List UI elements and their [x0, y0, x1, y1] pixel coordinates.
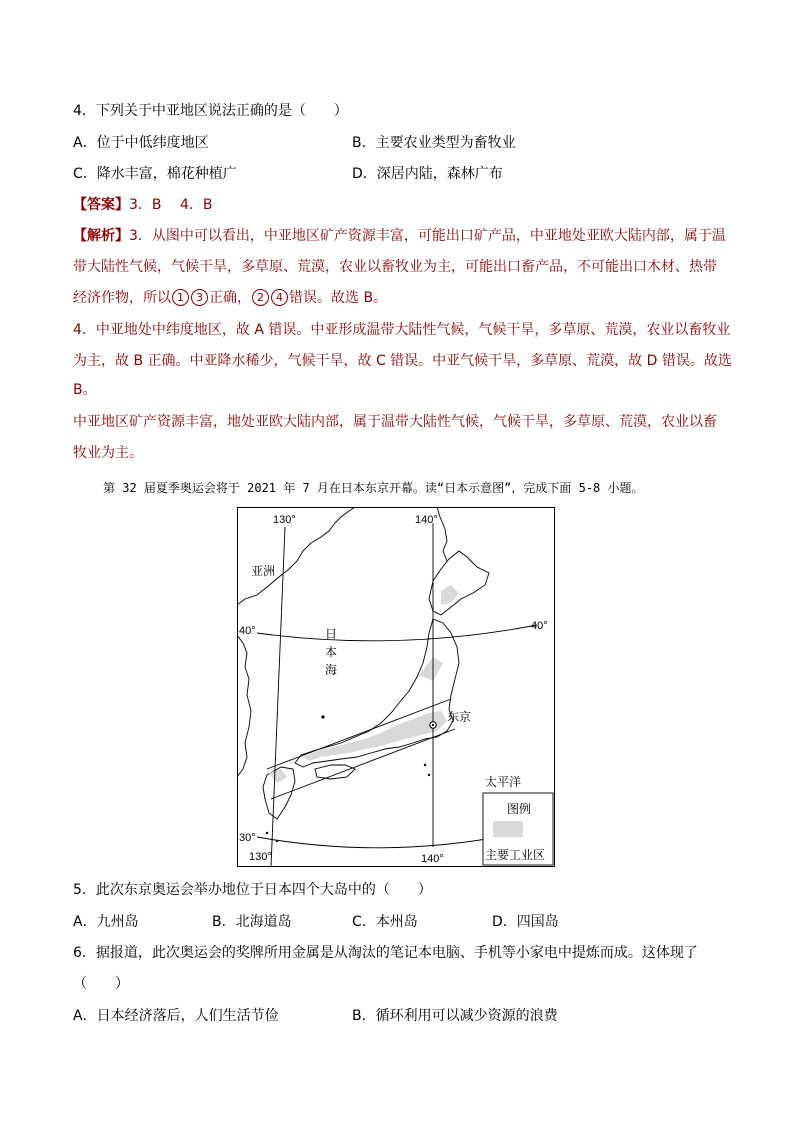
circled-1: 1	[172, 289, 189, 306]
q6-stem: 6．据报道，此次奥运会的奖牌所用金属是从淘汰的笔记本电脑、手机等小家电中提炼而成。这体现了	[73, 945, 698, 961]
analysis-line-7: 中亚地区矿产资源丰富，地处亚欧大陆内部，属于温带大陆性气候，气候干旱，多草原、荒漠，农业以畜	[73, 414, 717, 430]
island-dot	[321, 715, 324, 718]
q5-option-b: B．北海道岛	[212, 914, 292, 930]
q6-option-a: A．日本经济落后，人们生活节俭	[73, 1008, 279, 1024]
island-dot	[428, 774, 430, 776]
analysis-line-6: B。	[73, 382, 97, 398]
answer-text: 3．B 4．B	[129, 197, 213, 213]
q4-option-c: C．降水丰富，棉花种植广	[73, 166, 237, 182]
label-40-right: 40°	[531, 620, 548, 632]
q5-option-c: C．本州岛	[352, 914, 418, 930]
q4-option-d: D．深居内陆，森林广布	[352, 166, 503, 182]
analysis-line-2: 带大陆性气候，气候干旱，多草原、荒漠，农业以畜牧业为主，可能出口畜产品，不可能出口木材、热带	[73, 259, 717, 275]
analysis-text-3a: 经济作物，所以	[73, 290, 171, 306]
circled-3: 3	[191, 289, 208, 306]
q4-stem: 4．下列关于中亚地区说法正确的是（ ）	[73, 103, 348, 119]
analysis-text-1: 3．从图中可以看出，中亚地区矿产资源丰富，可能出口矿产品，中亚地处亚欧大陆内部，属于温	[129, 228, 726, 244]
legend-title: 图例	[507, 802, 532, 816]
label-130-top: 130°	[273, 514, 296, 526]
legend-label: 主要工业区	[485, 848, 546, 862]
label-pacific: 太平洋	[485, 775, 522, 789]
label-sea-1: 日	[325, 627, 338, 641]
island-dot	[266, 832, 268, 834]
japan-map	[237, 507, 555, 867]
circled-2: 2	[252, 289, 269, 306]
label-40-left: 40°	[239, 625, 256, 637]
label-140-bottom: 140°	[421, 853, 444, 865]
legend-swatch-industrial	[493, 821, 523, 837]
label-130-bottom: 130°	[249, 851, 272, 863]
analysis-line-4: 4．中亚地处中纬度地区，故 A 错误。中亚形成温带大陆性气候，气候干旱，多草原、荒漠，农业以畜牧业	[73, 322, 731, 338]
analysis-line-1	[73, 226, 726, 246]
q5-stem: 5．此次东京奥运会举办地位于日本四个大岛中的（ ）	[73, 882, 432, 898]
label-asia: 亚洲	[251, 564, 276, 578]
analysis-line-5: 为主，故 B 正确。中亚降水稀少，气候干旱，故 C 错误。中亚气候干旱，多草原、荒漠，故 D 错误。故选	[73, 353, 732, 369]
label-140-top: 140°	[415, 514, 438, 526]
q6-option-b: B．循环利用可以减少资源的浪费	[352, 1008, 558, 1024]
label-30: 30°	[239, 832, 256, 844]
intro-text: 第 32 届夏季奥运会将于 2021 年 7 月在日本东京开幕。读“日本示意图”，完成下面 5-8 小题。	[103, 481, 644, 495]
analysis-tag: 【解析】	[73, 228, 129, 244]
circled-4: 4	[271, 289, 288, 306]
label-tokyo: 东京	[447, 710, 472, 724]
q4-option-a: A．位于中低纬度地区	[73, 135, 209, 151]
analysis-line-8: 牧业为主。	[73, 445, 143, 461]
analysis-text-3b: 正确，	[209, 290, 251, 306]
label-sea-2: 本	[325, 645, 338, 659]
q6-paren: （ ）	[73, 976, 129, 992]
answer-tag: 【答案】	[73, 197, 129, 213]
q5-option-a: A．九州岛	[73, 914, 139, 930]
analysis-text-3c: 错误。故选 B。	[289, 290, 388, 306]
answer-line	[73, 195, 212, 215]
island-dot	[424, 764, 426, 766]
analysis-line-3	[73, 288, 387, 308]
label-sea-3: 海	[325, 663, 338, 677]
q4-option-b: B．主要农业类型为畜牧业	[352, 135, 516, 151]
q5-option-d: D．四国岛	[492, 914, 559, 930]
